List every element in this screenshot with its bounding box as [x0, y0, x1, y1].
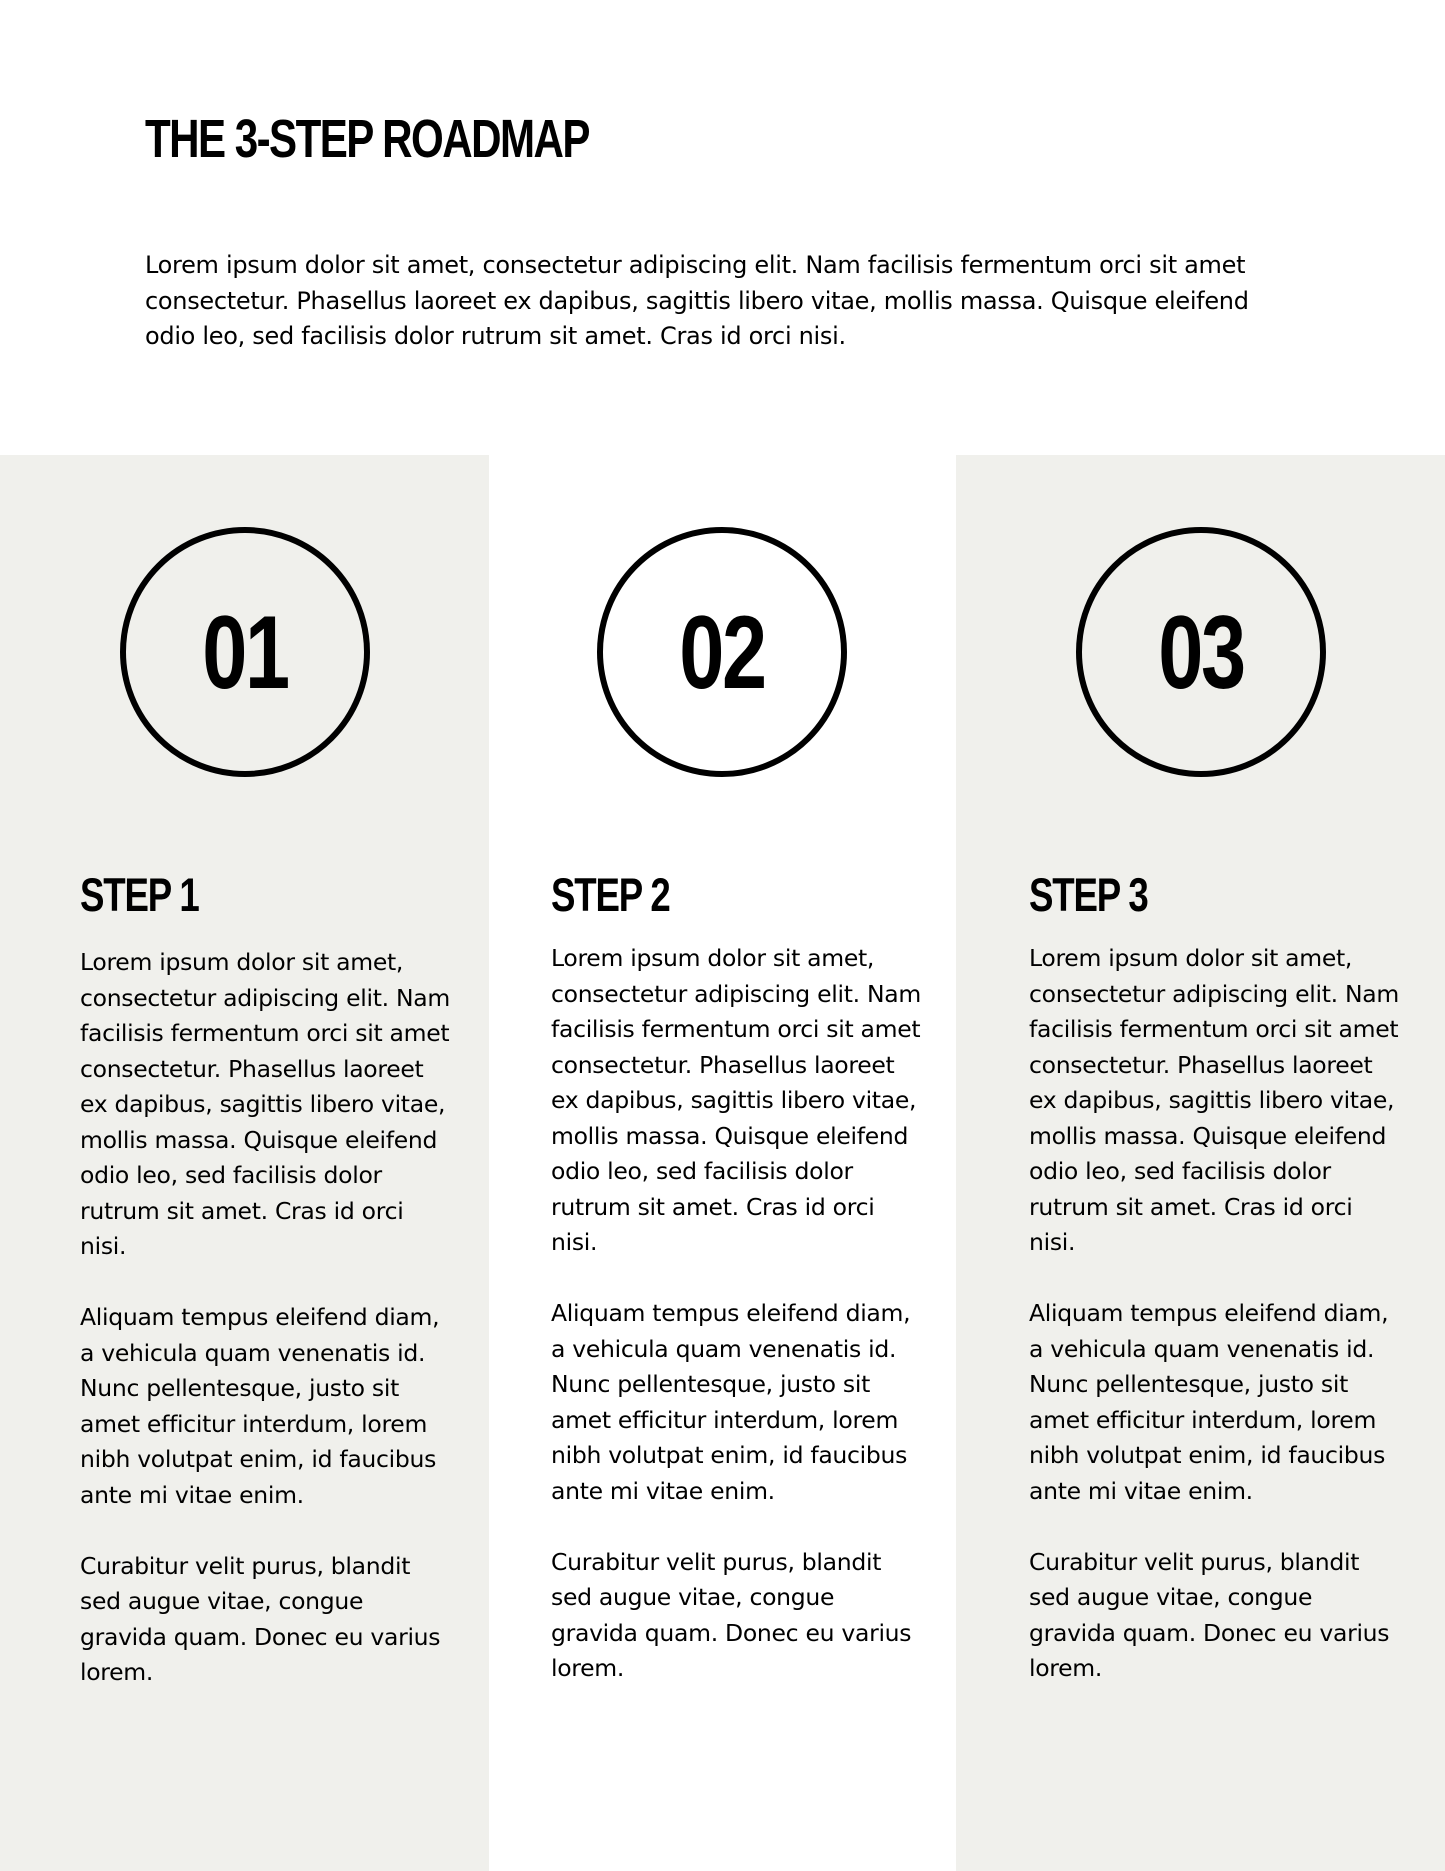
step-1-paragraph-1: Lorem ipsum dolor sit amet, consectetur adipiscing elit. Nam facilisis fermentum orci sit amet consectetur. Phasellus laoreet ex dapibus, sagittis libero vitae, mollis massa. Quisque eleifend odio leo, sed facilisis dolor rutrum sit amet. Cras id orci nisi. — [80, 948, 450, 1260]
page-title: THE 3-STEP ROADMAP — [145, 109, 589, 169]
step-2-paragraph-1: Lorem ipsum dolor sit amet, consectetur adipiscing elit. Nam facilisis fermentum orci sit amet consectetur. Phasellus laoreet ex dapibus, sagittis libero vitae, mollis massa. Quisque eleifend odio leo, sed facilisis dolor rutrum sit amet. Cras id orci nisi. — [551, 944, 921, 1256]
step-body-3 — [1029, 941, 1399, 1722]
intro-paragraph: Lorem ipsum dolor sit amet, consectetur adipiscing elit. Nam facilisis fermentum orci sit amet consectetur. Phasellus laoreet ex dapibus, sagittis libero vitae, mollis massa. Quisque eleifend odio leo, sed facilisis dolor rutrum sit amet. Cras id orci nisi. — [145, 251, 1249, 350]
step-number-1: 01 — [202, 595, 288, 711]
step-column-1 — [0, 455, 489, 1871]
step-3-paragraph-1: Lorem ipsum dolor sit amet, consectetur adipiscing elit. Nam facilisis fermentum orci sit amet consectetur. Phasellus laoreet ex dapibus, sagittis libero vitae, mollis massa. Quisque eleifend odio leo, sed facilisis dolor rutrum sit amet. Cras id orci nisi. — [1029, 944, 1399, 1256]
step-number-circle-2 — [597, 527, 847, 777]
step-body-2 — [551, 941, 921, 1722]
step-1-paragraph-3: Curabitur velit purus, blandit sed augue vitae, congue gravida quam. Donec eu varius lorem. — [80, 1551, 441, 1686]
step-heading-3: STEP 3 — [1029, 868, 1148, 921]
step-3-paragraph-3: Curabitur velit purus, blandit sed augue vitae, congue gravida quam. Donec eu varius lorem. — [1029, 1547, 1390, 1682]
step-number-3: 03 — [1158, 595, 1244, 711]
step-2-paragraph-2: Aliquam tempus eleifend diam, a vehicula quam venenatis id. Nunc pellentesque, justo sit amet efficitur interdum, lorem nibh volutpat enim, id faucibus ante mi vitae enim. — [551, 1299, 911, 1505]
step-number-circle-3 — [1076, 527, 1326, 777]
step-heading-2: STEP 2 — [551, 868, 670, 921]
step-column-2 — [489, 455, 956, 1871]
step-number-2: 02 — [679, 595, 765, 711]
step-heading-1: STEP 1 — [80, 868, 199, 921]
step-column-3 — [956, 455, 1445, 1871]
step-number-circle-1 — [120, 527, 370, 777]
step-body-1 — [80, 945, 450, 1726]
step-2-paragraph-3: Curabitur velit purus, blandit sed augue vitae, congue gravida quam. Donec eu varius lorem. — [551, 1547, 912, 1682]
step-3-paragraph-2: Aliquam tempus eleifend diam, a vehicula quam venenatis id. Nunc pellentesque, justo sit amet efficitur interdum, lorem nibh volutpat enim, id faucibus ante mi vitae enim. — [1029, 1299, 1389, 1505]
step-1-paragraph-2: Aliquam tempus eleifend diam, a vehicula quam venenatis id. Nunc pellentesque, justo sit amet efficitur interdum, lorem nibh volutpat enim, id faucibus ante mi vitae enim. — [80, 1303, 440, 1509]
